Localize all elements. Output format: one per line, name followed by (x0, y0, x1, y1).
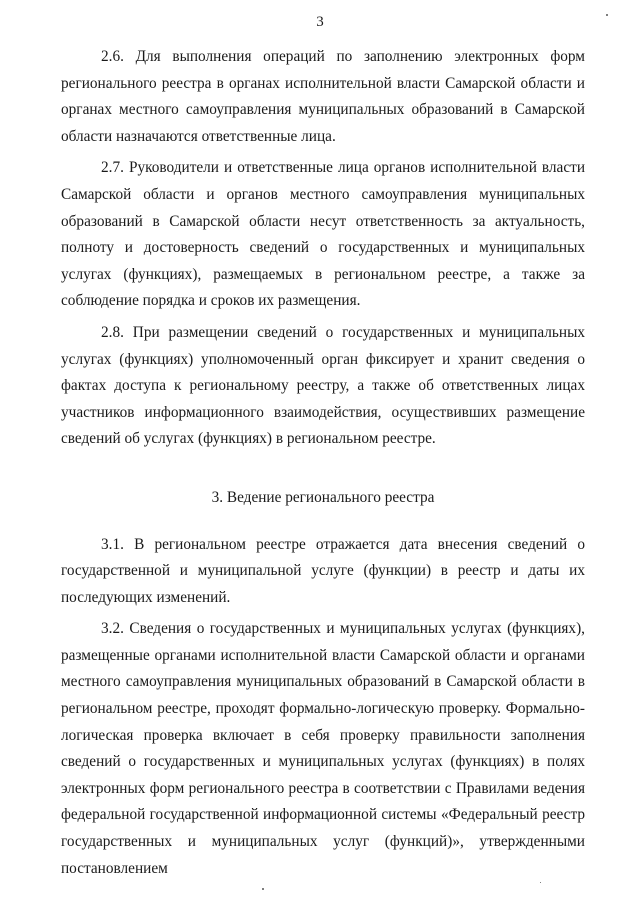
scan-speck (606, 14, 608, 16)
page-number: 3 (316, 14, 324, 30)
paragraph-2-7: 2.7. Руководители и ответственные лица органов исполнительной власти Самарской области и органов местного самоуправления муниципальных образований в Самарской области несут ответственность за актуальность, полноту и достоверность сведений о государственных и муниципальных услугах (функциях), размещаемых в региональном реестре, а также за соблюдение порядка и сроков их размещения. (61, 159, 585, 310)
paragraph-3-2: 3.2. Сведения о государственных и муниципальных услугах (функциях), размещенные органами исполнительной власти Самарской области и органами местного самоуправления муниципальных образований в Самарской области в региональном реестре, проходят формально-логическую проверку. Формально-логическая проверка включает в себя проверку правильности заполнения сведений о государственных и муниципальных услугах (функциях) в полях электронных форм регионального реестра в соответствии с Правилами ведения федеральной государственной информационной системы «Федеральный реестр государственных и муниципальных услуг (функций)», утвержденными постановлением (61, 620, 585, 877)
document-body (61, 44, 585, 882)
paragraph-3-1: 3.1. В региональном реестре отражается дата внесения сведений о государственной и муниципальной услуге (функции) в реестр и даты их последующих изменений. (61, 535, 585, 606)
paragraph-2-6: 2.6. Для выполнения операций по заполнению электронных форм регионального реестра в органах исполнительной власти Самарской области и органах местного самоуправления муниципальных образований в Самарской области назначаются ответственные лица. (61, 48, 585, 145)
section-heading: 3. Ведение регионального реестра (211, 488, 435, 506)
scan-speck (262, 888, 264, 890)
paragraph-2-8: 2.8. При размещении сведений о государственных и муниципальных услугах (функциях) уполномоченный орган фиксирует и хранит сведения о фактах доступа к региональному реестру, а также об ответственных лицах участников информационного взаимодействия, осуществивших размещение сведений об услугах (функциях) в региональном реестре. (61, 323, 585, 448)
scan-speck (540, 882, 541, 883)
